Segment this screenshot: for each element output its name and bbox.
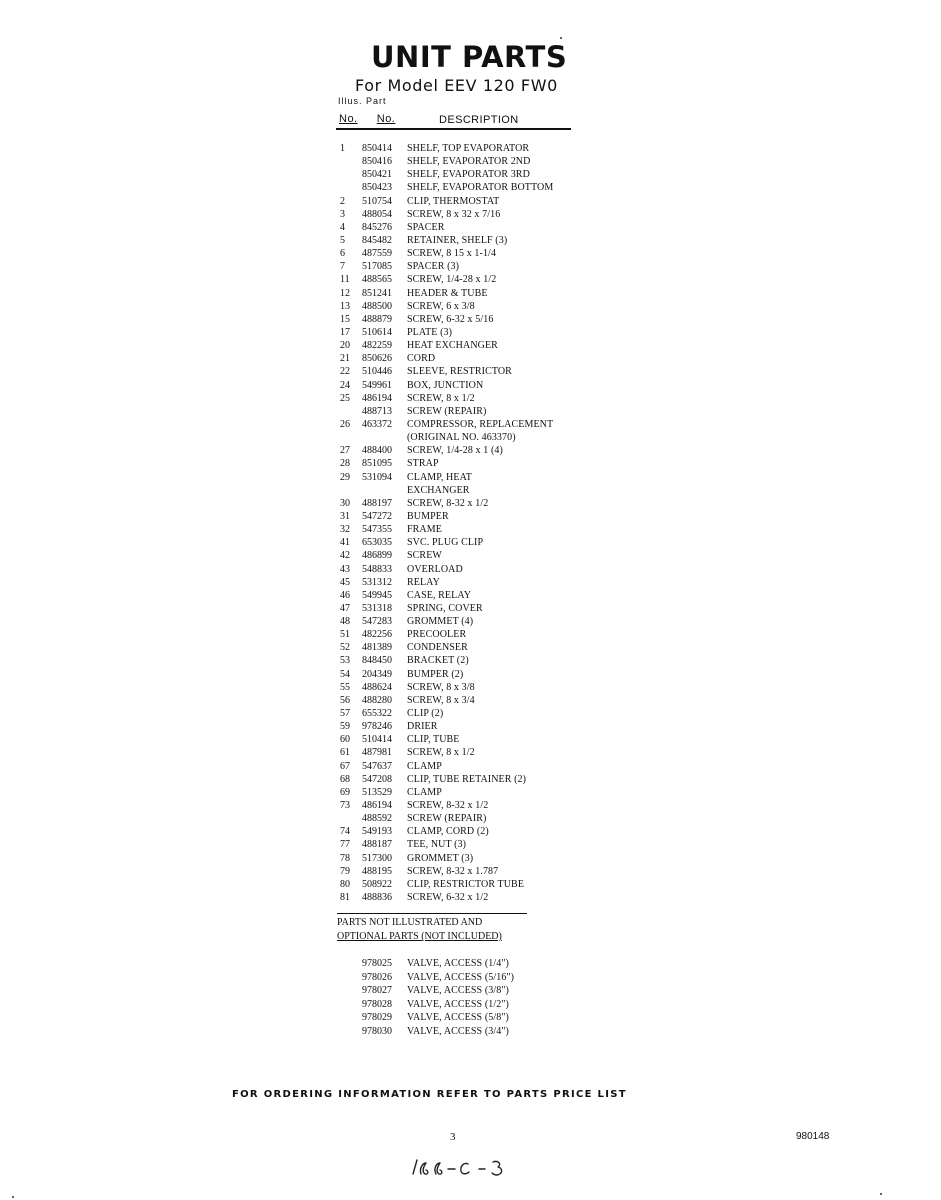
illus-number: 4	[340, 221, 345, 233]
part-row	[336, 484, 616, 497]
part-number: 850421	[362, 169, 392, 181]
part-row	[336, 681, 616, 694]
part-number: 653035	[362, 537, 392, 549]
illus-number: 26	[340, 418, 350, 430]
part-no-header: No.	[376, 113, 396, 125]
part-row	[336, 142, 616, 155]
illus-number: 41	[340, 537, 350, 549]
part-description: SCREW, 8 x 32 x 7/16	[407, 208, 501, 220]
illus-number: 43	[340, 563, 350, 575]
part-description: VALVE, ACCESS (1/2")	[407, 998, 509, 1010]
part-row	[336, 326, 616, 339]
part-description: CLAMP	[407, 760, 442, 772]
part-number	[362, 431, 407, 444]
part-description: CLIP, TUBE	[407, 734, 460, 746]
illus-number	[336, 1011, 362, 1025]
part-description: SVC. PLUG CLIP	[407, 537, 484, 549]
illus-number: 59	[340, 721, 350, 733]
part-description: FRAME	[407, 524, 442, 536]
part-number: 549193	[362, 826, 392, 838]
illus-number: 73	[340, 800, 350, 812]
part-description: BUMPER	[407, 510, 449, 522]
part-number: 204349	[362, 668, 392, 680]
optional-part-row	[336, 1025, 616, 1039]
part-row	[336, 418, 616, 431]
illus-number: 78	[340, 852, 350, 864]
part-number: 978026	[362, 971, 392, 983]
part-description: PRECOOLER	[407, 629, 467, 641]
part-number: 547637	[362, 760, 392, 772]
illus-number: 3	[340, 208, 345, 220]
part-description: CONDENSER	[407, 642, 468, 654]
part-row	[336, 891, 616, 904]
part-description: SCREW	[407, 550, 442, 562]
notice-line-2: OPTIONAL PARTS (NOT INCLUDED)	[337, 931, 502, 942]
illus-number	[336, 181, 362, 194]
part-number: 488500	[362, 300, 392, 312]
part-description: CORD	[407, 353, 436, 365]
model-subtitle: For Model EEV 120 FW0	[355, 76, 558, 95]
illus-no-header: No.	[339, 113, 358, 125]
illus-number: 52	[340, 642, 350, 654]
part-number: 548833	[362, 563, 392, 575]
part-number: 851095	[362, 458, 392, 470]
part-number: 655322	[362, 708, 392, 720]
illus-number: 25	[340, 392, 350, 404]
illus-number: 42	[340, 550, 350, 562]
part-number: 978030	[362, 1025, 392, 1037]
part-number: 486194	[362, 800, 392, 812]
part-description: SCREW, 8 15 x 1-1/4	[407, 248, 497, 260]
part-description: CLAMP	[407, 786, 442, 798]
part-description: SHELF, EVAPORATOR 3RD	[407, 169, 530, 181]
part-row	[336, 707, 616, 720]
part-number: 488054	[362, 208, 392, 220]
part-description: VALVE, ACCESS (5/16")	[407, 971, 515, 983]
part-row	[336, 746, 616, 759]
part-description: SHELF, EVAPORATOR 2ND	[407, 156, 531, 168]
part-description: COMPRESSOR, REPLACEMENT	[407, 418, 554, 430]
illus-number: 5	[340, 234, 345, 246]
part-number: 488195	[362, 865, 392, 877]
part-number: 547272	[362, 510, 392, 522]
part-description: STRAP	[407, 458, 439, 470]
part-number: 845482	[362, 234, 392, 246]
illus-number	[336, 155, 362, 168]
part-number: 531312	[362, 576, 392, 588]
ordering-info-note: FOR ORDERING INFORMATION REFER TO PARTS PRICE LIST	[232, 1089, 627, 1100]
page-title: UNIT PARTS	[371, 40, 568, 74]
part-description: HEAT EXCHANGER	[407, 340, 498, 352]
part-number: 547208	[362, 773, 392, 785]
part-description: CLAMP, CORD (2)	[407, 826, 489, 838]
part-description: SHELF, TOP EVAPORATOR	[407, 143, 530, 154]
part-number: 510614	[362, 326, 392, 338]
part-description: BOX, JUNCTION	[407, 379, 484, 391]
part-number: 531094	[362, 471, 392, 483]
part-number: 488197	[362, 497, 392, 509]
page-number: 3	[450, 1131, 456, 1143]
part-number: 488879	[362, 313, 392, 325]
part-number: 488400	[362, 445, 392, 457]
part-row	[336, 313, 616, 326]
document-code: 980148	[796, 1131, 830, 1142]
part-number: 488836	[362, 892, 392, 904]
illus-number: 7	[340, 261, 345, 273]
part-row	[336, 221, 616, 234]
illus-number: 51	[340, 629, 350, 641]
part-row	[336, 287, 616, 300]
illus-number: 53	[340, 655, 350, 667]
header-rule	[336, 128, 571, 130]
part-row	[336, 168, 616, 181]
part-description: SCREW, 8-32 x 1.787	[407, 865, 499, 877]
part-number: 850416	[362, 156, 392, 168]
part-description: CASE, RELAY	[407, 589, 472, 601]
part-row	[336, 825, 616, 838]
part-description: SCREW, 6-32 x 5/16	[407, 313, 494, 325]
illus-number: 81	[340, 892, 350, 904]
part-row	[336, 589, 616, 602]
part-row	[336, 865, 616, 878]
part-row	[336, 523, 616, 536]
illus-part-header: Illus. Part	[338, 96, 387, 106]
part-description: CLIP, RESTRICTOR TUBE	[407, 878, 525, 890]
part-description: SCREW, 8-32 x 1/2	[407, 497, 489, 509]
part-number: 487981	[362, 747, 392, 759]
part-number: 482256	[362, 629, 392, 641]
part-number: 517085	[362, 261, 392, 273]
part-number	[362, 484, 407, 497]
handwritten-note	[409, 1152, 519, 1180]
part-number: 547283	[362, 616, 392, 628]
part-description: BUMPER (2)	[407, 668, 464, 680]
part-row	[336, 471, 616, 484]
illus-number	[336, 984, 362, 998]
part-description: SCREW, 8 x 1/2	[407, 747, 475, 759]
illus-number: 67	[340, 760, 350, 772]
part-row	[336, 339, 616, 352]
illus-number: 13	[340, 300, 350, 312]
illus-number: 68	[340, 773, 350, 785]
part-row	[336, 576, 616, 589]
illus-number	[336, 168, 362, 181]
part-number: 978246	[362, 721, 392, 733]
part-description: VALVE, ACCESS (1/4")	[407, 958, 509, 969]
part-number: 486899	[362, 550, 392, 562]
optional-part-row	[336, 957, 616, 971]
part-row	[336, 195, 616, 208]
part-number: 510754	[362, 195, 392, 207]
notice-rule	[337, 913, 527, 914]
illus-number: 54	[340, 668, 350, 680]
part-row	[336, 352, 616, 365]
illus-number: 57	[340, 708, 350, 720]
part-row	[336, 273, 616, 286]
part-description: OVERLOAD	[407, 563, 463, 575]
part-description: SCREW, 6-32 x 1/2	[407, 892, 489, 904]
part-number: 517300	[362, 852, 392, 864]
part-row	[336, 668, 616, 681]
part-row	[336, 563, 616, 576]
illus-number: 74	[340, 826, 350, 838]
part-description: SCREW, 8 x 3/4	[407, 694, 475, 706]
part-row	[336, 852, 616, 865]
part-number: 549945	[362, 589, 392, 601]
illus-number: 27	[340, 445, 350, 457]
part-description: SPACER	[407, 221, 445, 233]
illus-number: 29	[340, 471, 350, 483]
illus-number	[336, 971, 362, 985]
part-number: 481389	[362, 642, 392, 654]
part-description: SPRING, COVER	[407, 602, 483, 614]
part-row	[336, 392, 616, 405]
part-row	[336, 628, 616, 641]
part-row	[336, 878, 616, 891]
part-row	[336, 497, 616, 510]
illus-number: 21	[340, 353, 350, 365]
part-number: 531318	[362, 602, 392, 614]
notice-line-1: PARTS NOT ILLUSTRATED AND	[337, 917, 483, 928]
part-number: 851241	[362, 287, 392, 299]
illus-number: 77	[340, 839, 350, 851]
part-number: 488592	[362, 813, 392, 825]
illus-number: 28	[340, 458, 350, 470]
part-row	[336, 457, 616, 470]
part-description: VALVE, ACCESS (3/4")	[407, 1025, 509, 1037]
illus-number: 6	[340, 248, 345, 260]
part-number: 549961	[362, 379, 392, 391]
part-description: CLAMP, HEAT	[407, 471, 472, 483]
part-row	[336, 773, 616, 786]
part-row	[336, 549, 616, 562]
part-number: 848450	[362, 655, 392, 667]
illus-number: 55	[340, 681, 350, 693]
part-number: 488565	[362, 274, 392, 286]
description-header: DESCRIPTION	[439, 114, 519, 126]
part-row	[336, 733, 616, 746]
part-description: SPACER (3)	[407, 261, 460, 273]
illus-number	[336, 405, 362, 418]
part-row	[336, 536, 616, 549]
part-row	[336, 720, 616, 733]
part-number: 510414	[362, 734, 392, 746]
part-number: 510446	[362, 366, 392, 378]
illus-number	[336, 812, 362, 825]
part-number: 547355	[362, 524, 392, 536]
part-number: 850414	[362, 143, 392, 154]
part-row	[336, 654, 616, 667]
part-description: CLIP, THERMOSTAT	[407, 195, 500, 207]
part-description: SCREW (REPAIR)	[407, 813, 487, 825]
illus-number: 2	[340, 195, 345, 207]
optional-part-row	[336, 1011, 616, 1025]
part-row	[336, 300, 616, 313]
illus-number: 45	[340, 576, 350, 588]
part-description: SCREW, 8-32 x 1/2	[407, 800, 489, 812]
part-row	[336, 208, 616, 221]
part-row	[336, 799, 616, 812]
part-number: 978029	[362, 1012, 392, 1023]
part-row	[336, 155, 616, 168]
illus-number: 1	[340, 143, 345, 154]
part-description: GROMMET (4)	[407, 616, 474, 628]
part-row	[336, 510, 616, 523]
illus-number: 47	[340, 602, 350, 614]
illus-number	[336, 1025, 362, 1039]
illus-number: 15	[340, 313, 350, 325]
illus-number	[336, 431, 362, 444]
illus-number: 31	[340, 510, 350, 522]
part-number: 978028	[362, 998, 392, 1010]
parts-list	[336, 142, 616, 904]
part-number: 488187	[362, 839, 392, 851]
part-number: 482259	[362, 340, 392, 352]
part-number: 487559	[362, 248, 392, 260]
scan-speck	[12, 1196, 14, 1198]
illus-number: 60	[340, 734, 350, 746]
illus-number: 56	[340, 694, 350, 706]
part-description: RETAINER, SHELF (3)	[407, 234, 508, 246]
part-description: SCREW, 1/4-28 x 1 (4)	[407, 445, 503, 457]
part-number: 978025	[362, 958, 392, 969]
illus-number: 24	[340, 379, 350, 391]
part-row	[336, 234, 616, 247]
part-description: HEADER & TUBE	[407, 287, 488, 299]
part-description: VALVE, ACCESS (3/8")	[407, 985, 509, 996]
part-description: SCREW, 1/4-28 x 1/2	[407, 274, 497, 286]
part-description: BRACKET (2)	[407, 655, 469, 667]
part-description: SLEEVE, RESTRICTOR	[407, 366, 512, 378]
part-description: (ORIGINAL NO. 463370)	[407, 432, 516, 444]
illus-number: 30	[340, 497, 350, 509]
part-description: SHELF, EVAPORATOR BOTTOM	[407, 182, 554, 194]
part-description: RELAY	[407, 576, 440, 588]
illus-number: 32	[340, 524, 350, 536]
part-row	[336, 615, 616, 628]
part-description: SCREW, 6 x 3/8	[407, 300, 475, 312]
part-row	[336, 641, 616, 654]
part-description: SCREW, 8 x 3/8	[407, 681, 475, 693]
illus-number: 11	[340, 274, 350, 286]
part-row	[336, 760, 616, 773]
illus-number	[336, 957, 362, 971]
part-number: 463372	[362, 418, 392, 430]
part-number: 508922	[362, 878, 392, 890]
part-description: TEE, NUT (3)	[407, 839, 467, 851]
part-number: 978027	[362, 985, 392, 996]
illus-number: 61	[340, 747, 350, 759]
optional-part-row	[336, 998, 616, 1012]
illus-number: 80	[340, 878, 350, 890]
part-description: SCREW (REPAIR)	[407, 405, 487, 417]
part-row	[336, 694, 616, 707]
part-row	[336, 838, 616, 851]
part-description: PLATE (3)	[407, 326, 453, 338]
part-description: VALVE, ACCESS (5/8")	[407, 1012, 509, 1023]
part-description: DRIER	[407, 721, 438, 733]
optional-part-row	[336, 971, 616, 985]
illus-number: 12	[340, 287, 350, 299]
part-number: 488713	[362, 405, 392, 417]
part-number: 850626	[362, 353, 392, 365]
optional-parts-list	[336, 957, 616, 1038]
parts-not-illustrated-note	[337, 916, 577, 944]
part-row	[336, 812, 616, 825]
part-row	[336, 405, 616, 418]
part-number: 513529	[362, 786, 392, 798]
part-description: GROMMET (3)	[407, 852, 474, 864]
part-row	[336, 260, 616, 273]
part-description: EXCHANGER	[407, 484, 470, 496]
part-row	[336, 431, 616, 444]
part-row	[336, 444, 616, 457]
illus-number: 79	[340, 865, 350, 877]
part-description: CLIP (2)	[407, 708, 444, 720]
column-number-headers	[339, 113, 395, 125]
illus-number	[336, 484, 362, 497]
part-row	[336, 602, 616, 615]
part-description: CLIP, TUBE RETAINER (2)	[407, 773, 527, 785]
part-row	[336, 247, 616, 260]
part-number: 488624	[362, 681, 392, 693]
part-number: 850423	[362, 182, 392, 194]
part-row	[336, 365, 616, 378]
optional-part-row	[336, 984, 616, 998]
part-number: 845276	[362, 221, 392, 233]
scan-speck	[560, 37, 562, 39]
part-number: 488280	[362, 694, 392, 706]
illus-number: 48	[340, 616, 350, 628]
part-row	[336, 786, 616, 799]
illus-number: 69	[340, 786, 350, 798]
part-row	[336, 181, 616, 194]
illus-number: 20	[340, 340, 350, 352]
part-row	[336, 379, 616, 392]
scan-speck	[880, 1193, 882, 1195]
illus-number: 46	[340, 589, 350, 601]
part-description: SCREW, 8 x 1/2	[407, 392, 475, 404]
illus-number: 17	[340, 326, 350, 338]
illus-number	[336, 998, 362, 1012]
part-number: 486194	[362, 392, 392, 404]
illus-number: 22	[340, 366, 350, 378]
